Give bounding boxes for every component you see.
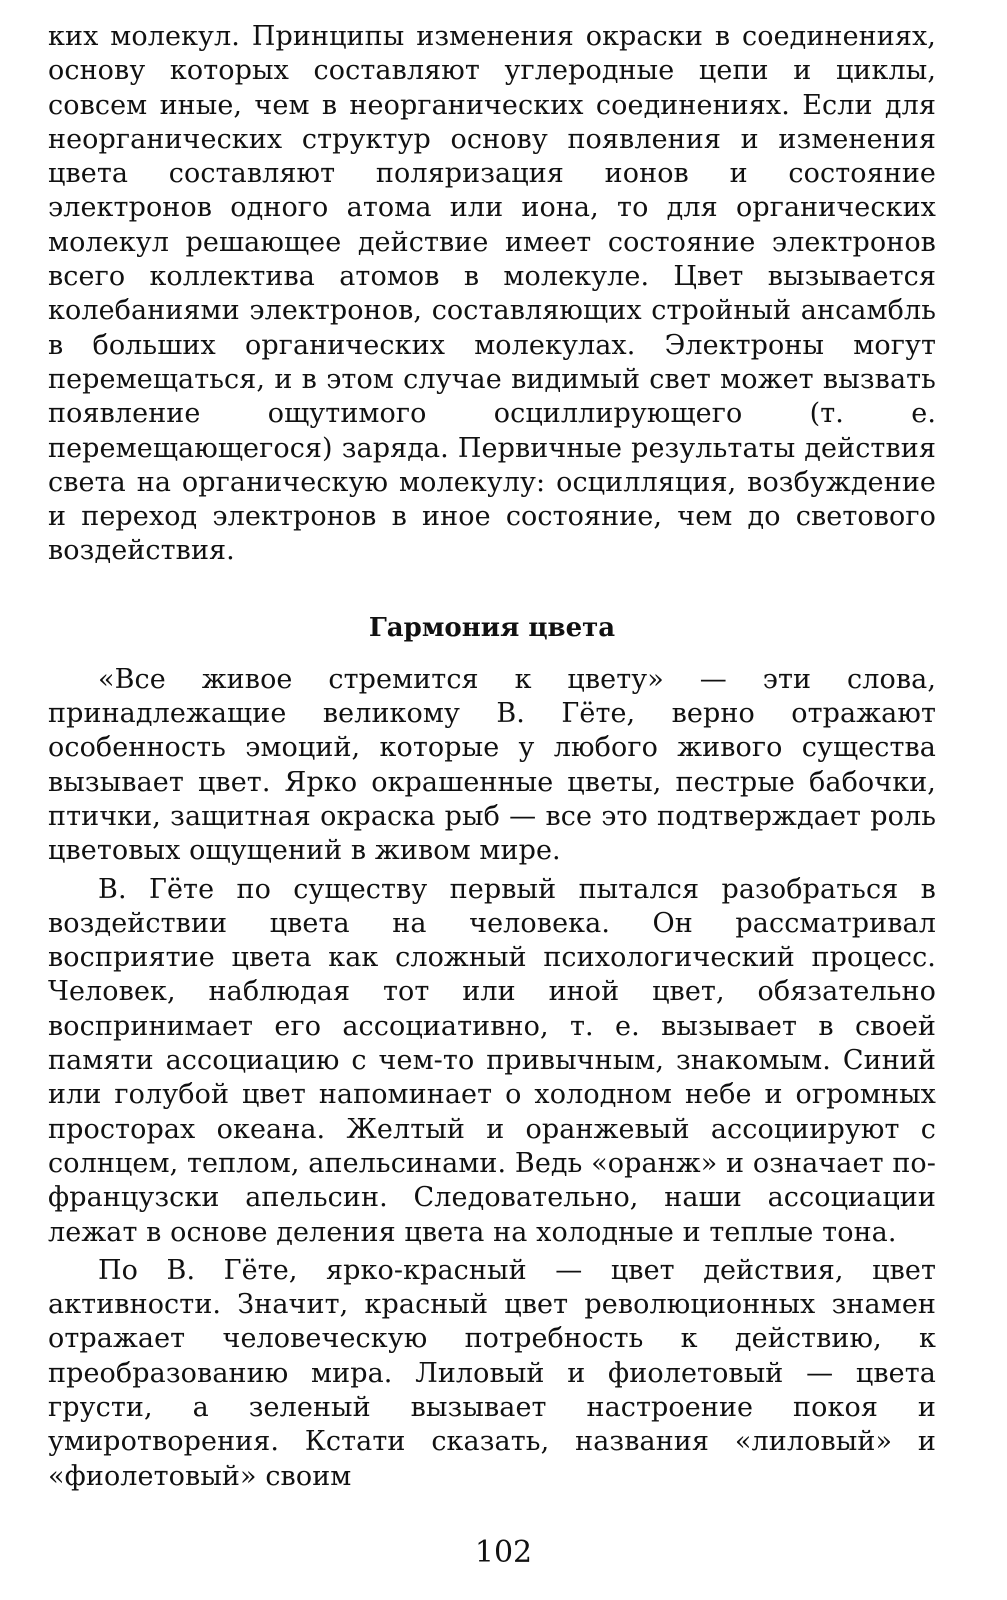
section-heading: Гармония цвета xyxy=(368,612,616,643)
book-page xyxy=(48,20,936,1494)
page-number: 102 xyxy=(474,1535,533,1570)
paragraph-goethe-quote: «Все живое стремится к цвету» — эти слова, принадлежащие великому В. Гёте, верно отражают особенность эмоций, которые у любого живого существа вызывает цвет. Ярко окрашенные цветы, пестрые бабочки, птички, защитная окраска рыб — все это подтверждает роль цветовых ощущений в живом мире. xyxy=(48,663,936,867)
paragraph-red-color: По В. Гёте, ярко-красный — цвет действия, цвет активности. Значит, красный цвет революционных знамен отражает человеческую потребность к действию, к преобразованию мира. Лиловый и фиолетовый — цвета грусти, а зеленый вызывает настроение покоя и умиротворения. Кстати сказать, названия «лиловый» и «фиолетовый» своим xyxy=(48,1254,936,1492)
intro-paragraph: ких молекул. Принципы изменения окраски в соединениях, основу которых составляют углеродные цепи и циклы, совсем иные, чем в неорганических соединениях. Если для неорганических структур основу появления и изменения цвета составляют поляризация ионов и состояние электронов одного атома или иона, то для органических молекул решающее действие имеет состояние электронов всего коллектива атомов в молекуле. Цвет вызывается колебаниями электронов, составляющих стройный ансамбль в больших органических молекулах. Электроны могут перемещаться, и в этом случае видимый свет может вызвать появление ощутимого осциллирующего (т. е. перемещающегося) заряда. Первичные результаты действия света на органическую молекулу: осцилляция, возбуждение и переход электронов в иное состояние, чем до светового воздействия. xyxy=(48,21,936,567)
paragraph-color-perception: В. Гёте по существу первый пытался разобраться в воздействии цвета на человека. Он рассматривал восприятие цвета как сложный психологический процесс. Человек, наблюдая тот или иной цвет, обязательно воспринимает его ассоциативно, т. е. вызывает в своей памяти ассоциацию с чем-то привычным, знакомым. Синий или голубой цвет напоминает о холодном небе и огромных просторах океана. Желтый и оранжевый ассоциируют с солнцем, теплом, апельсинами. Ведь «оранж» и означает по-французски апельсин. Следовательно, наши ассоциации лежат в основе деления цвета на холодные и теплые тона. xyxy=(48,873,936,1248)
